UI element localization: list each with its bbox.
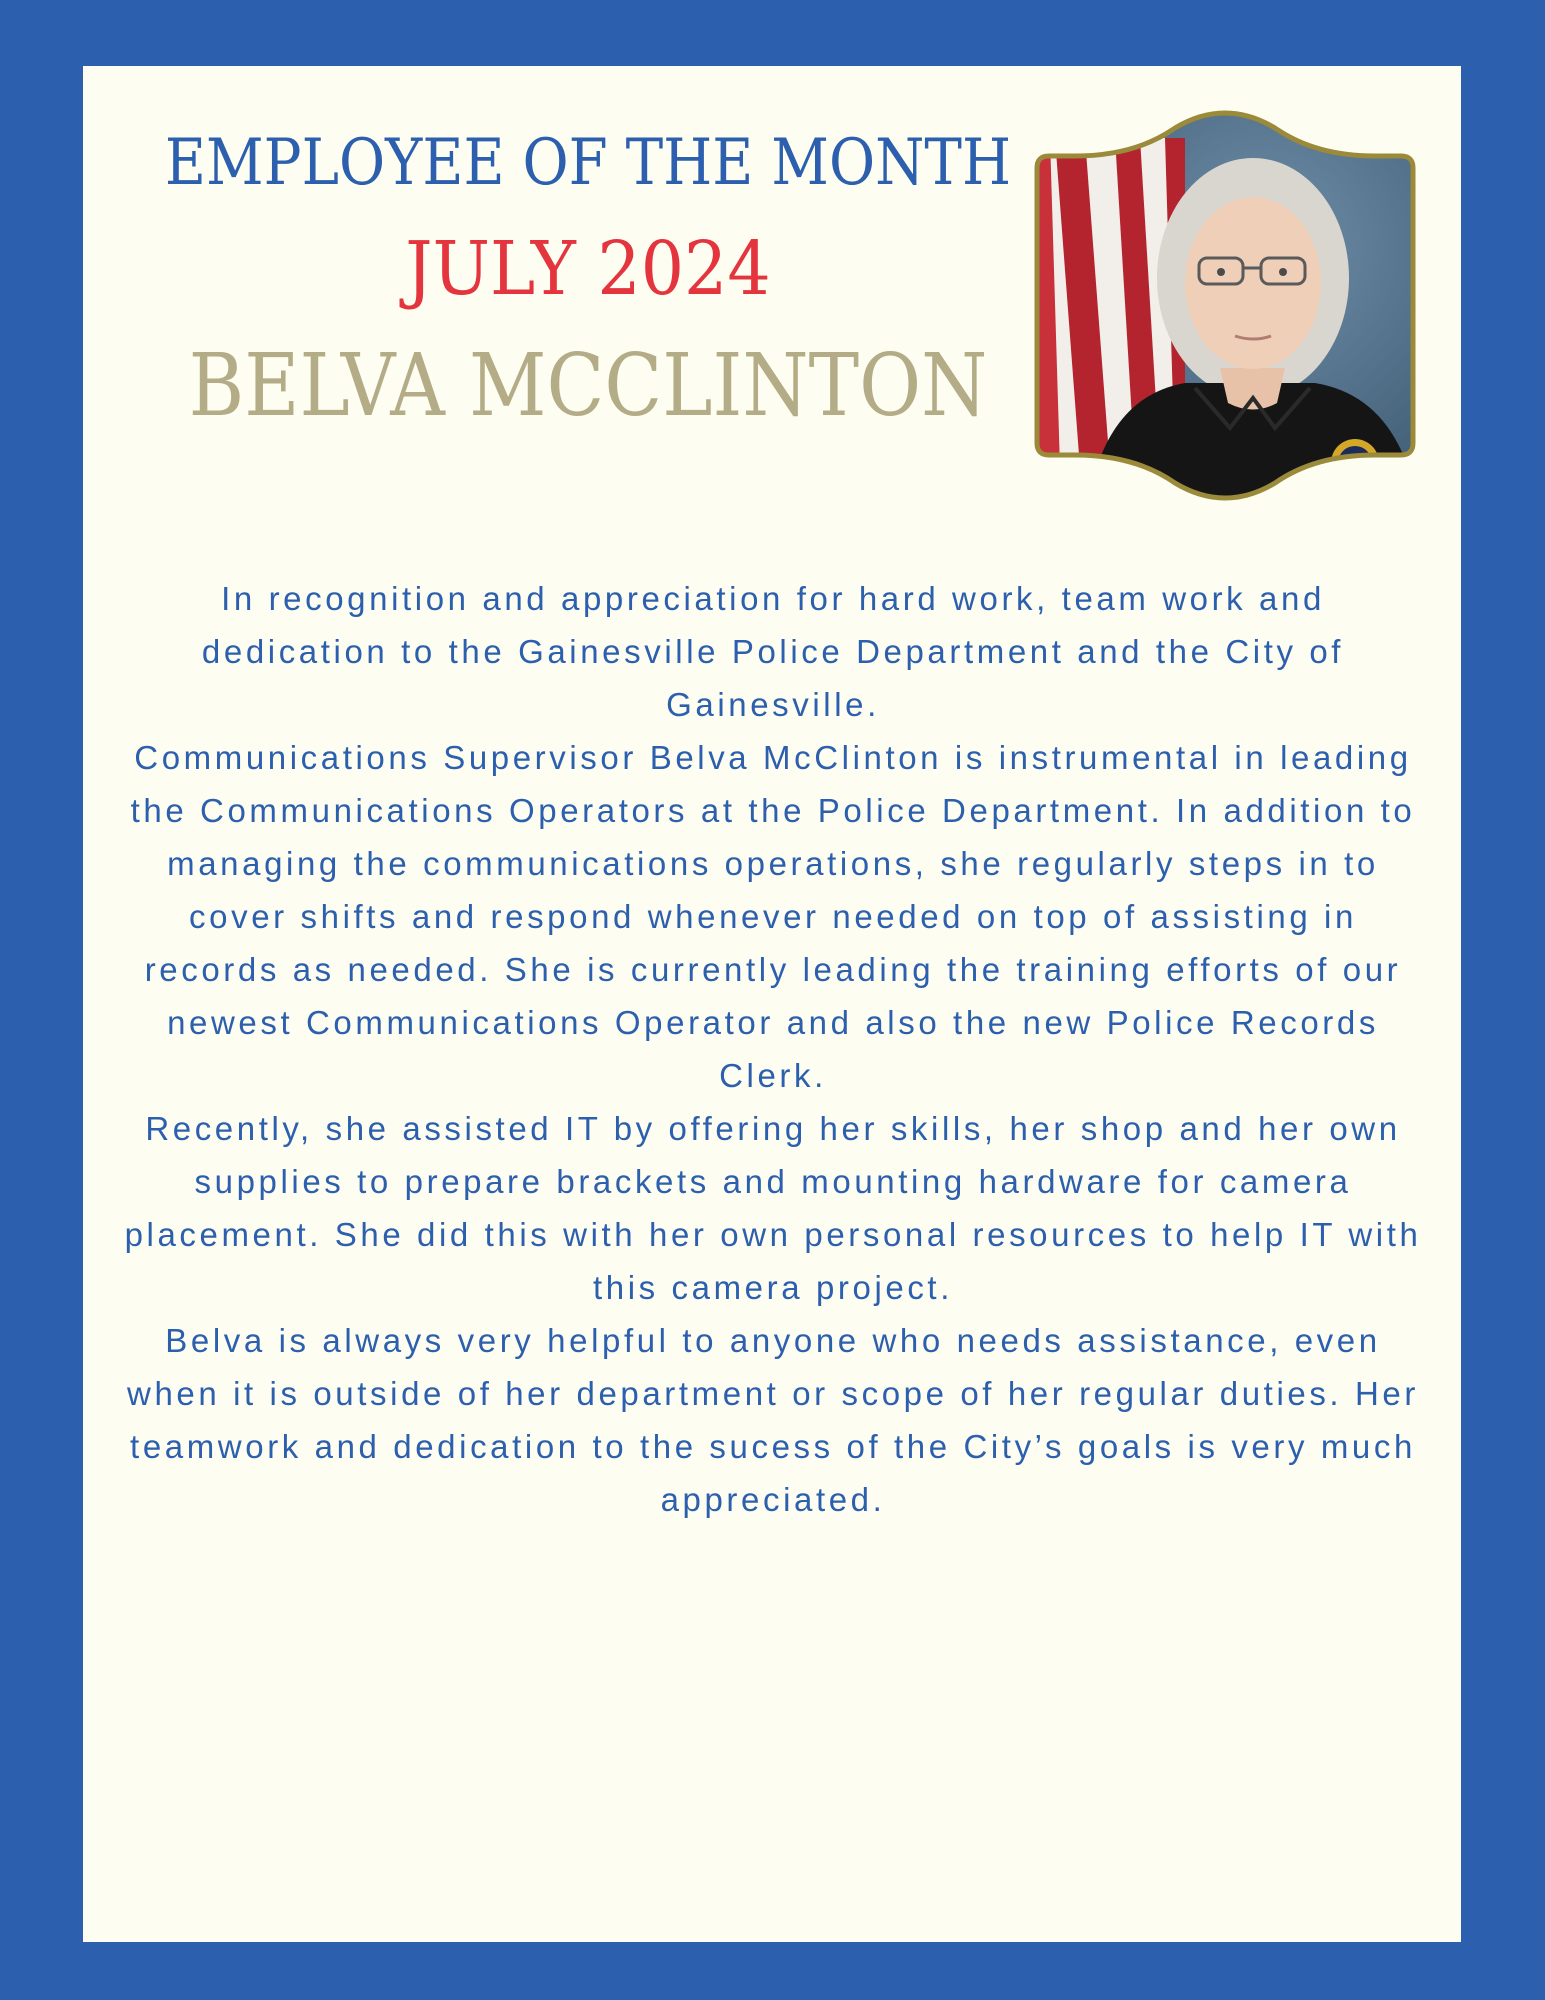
paragraph: Recently, she assisted IT by offering her skills, her shop and her own supplies to prepare brackets and mounting hardware for camera placement. She did this with her own personal resources to help IT with this camera project. (124, 1110, 1422, 1306)
paragraph: In recognition and appreciation for hard work, team work and dedication to the Gainesville Police Department and the City of Gainesville. (201, 580, 1345, 723)
announcement-card (83, 66, 1461, 1942)
employee-name: BELVA MCCLINTON (188, 336, 988, 436)
page-title: EMPLOYEE OF THE MONTH (164, 126, 1012, 200)
employee-photo (1015, 98, 1435, 522)
paragraph: Communications Supervisor Belva McClinton is instrumental in leading the Communications Operators at the Police Department. In addition to managing the communications operations, she regularly steps in to cover shifts and respond whenever needed on top of assisting in records as needed. She is currently leading the training efforts of our newest Communications Operator and also the new Police Records Clerk. (130, 739, 1416, 1094)
recognition-text (123, 572, 1423, 1526)
paragraph: Belva is always very helpful to anyone who needs assistance, even when it is outside of her department or scope of her regular duties. Her teamwork and dedication to the sucess of the City’s goals is very much appreciated. (127, 1322, 1419, 1518)
month-heading: JULY 2024 (405, 226, 771, 312)
